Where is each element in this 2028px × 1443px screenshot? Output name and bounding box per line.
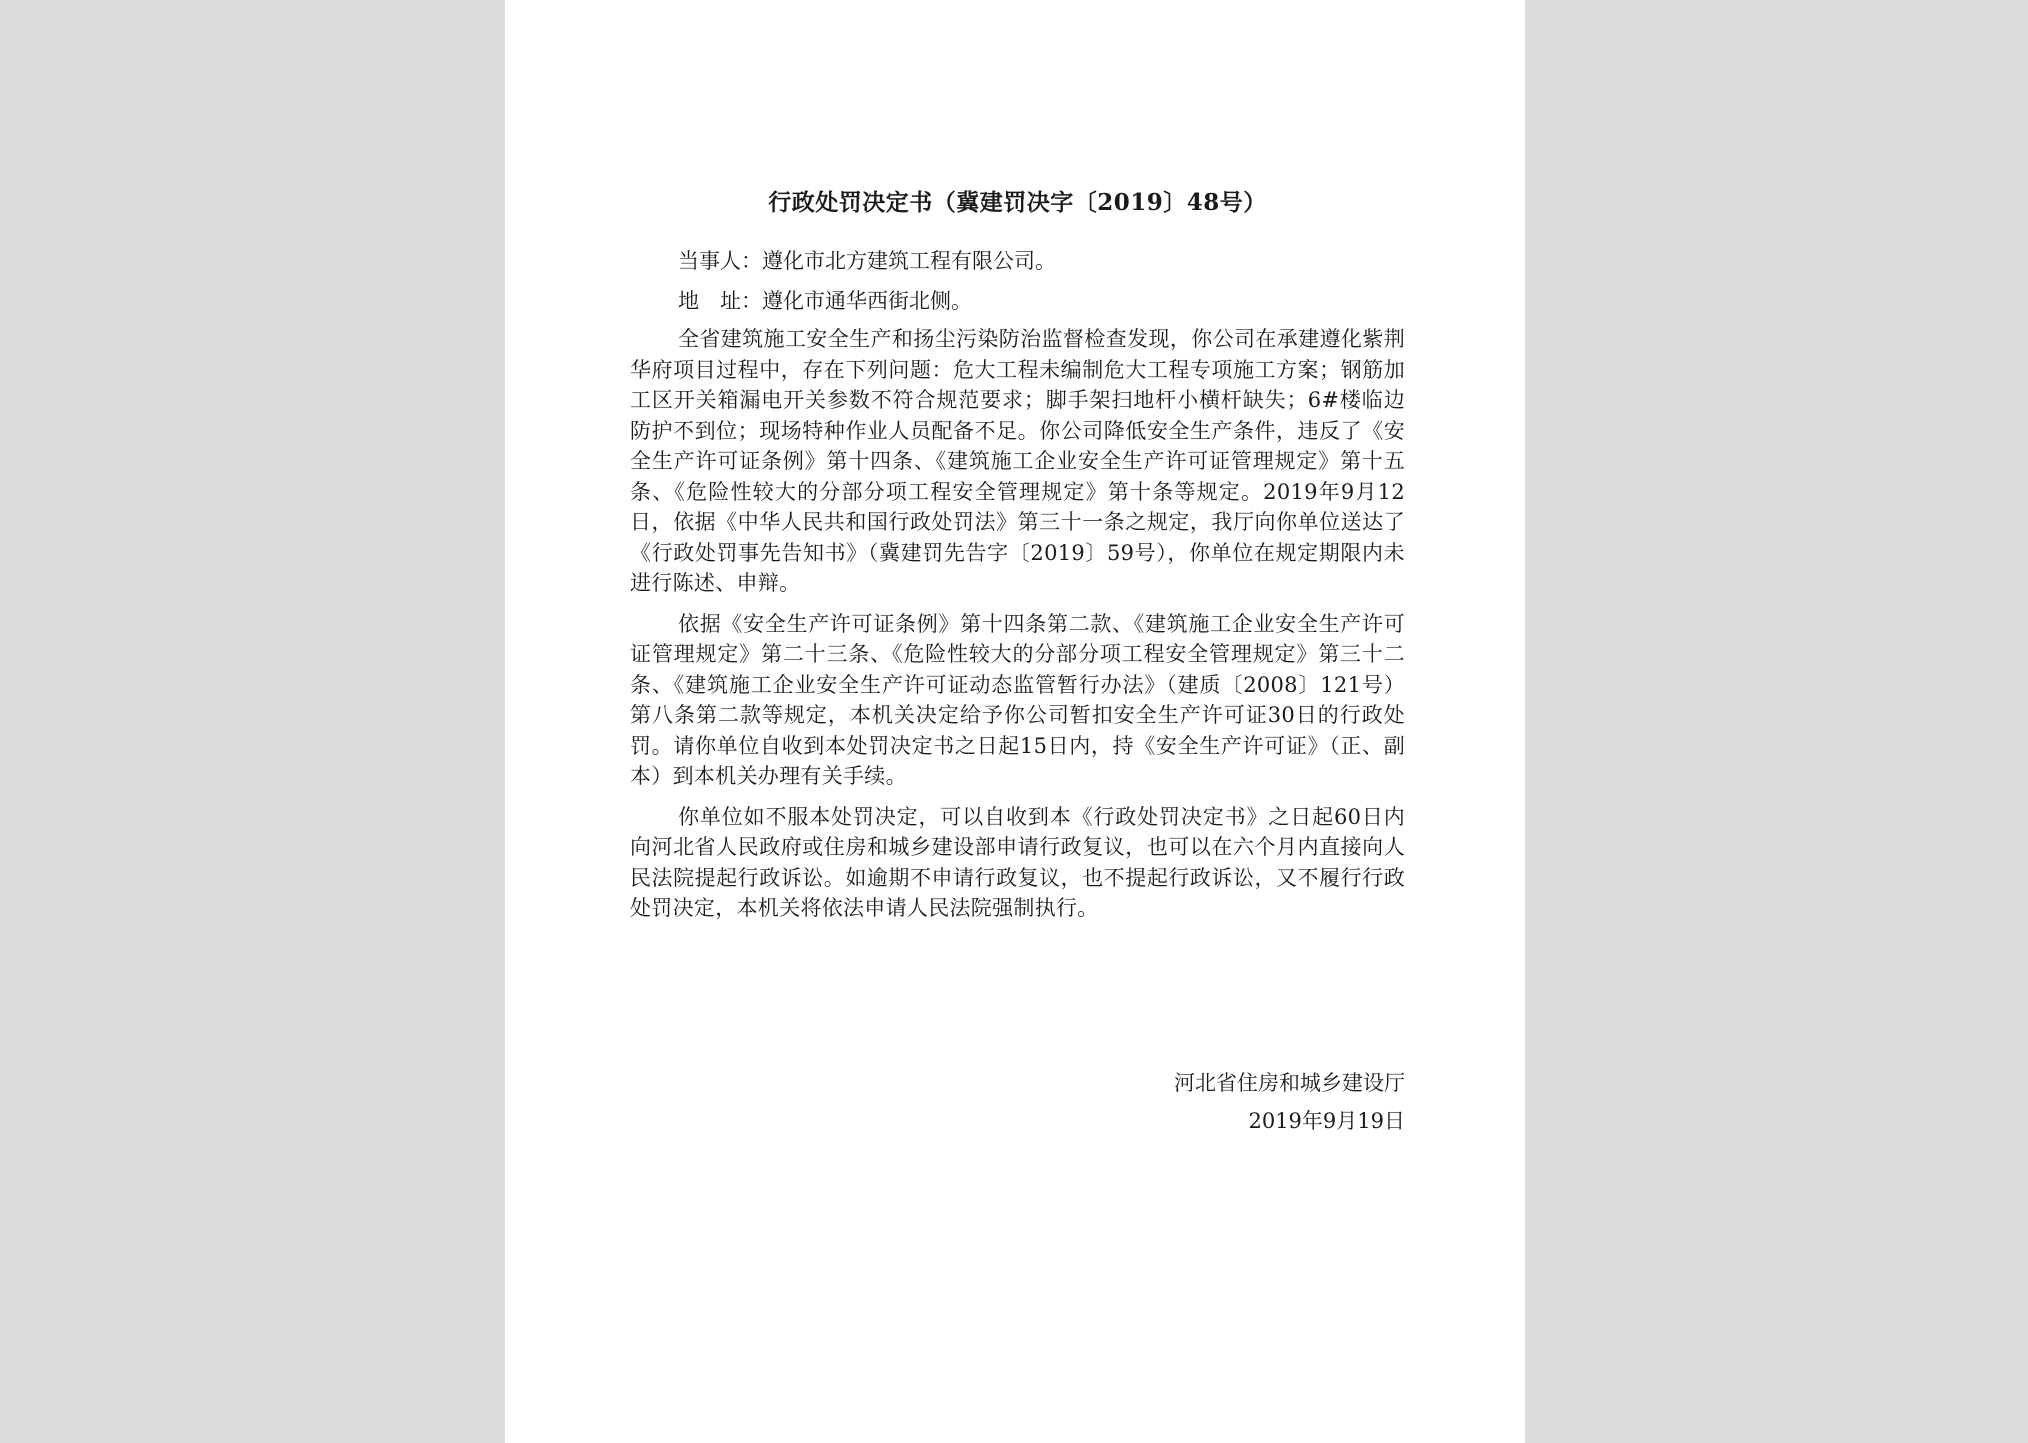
address-label-b: 址： <box>720 289 762 313</box>
party-line <box>630 244 1405 278</box>
paragraph-appeal: 你单位如不服本处罚决定，可以自收到本《行政处罚决定书》之日起60日内向河北省人民政府或住房和城乡建设部申请行政复议，也可以在六个月内直接向人民法院提起行政诉讼。如逾期不申请行政复议，也不提起行政诉讼，又不履行行政处罚决定，本机关将依法申请人民法院强制执行。 <box>630 804 1405 920</box>
address-line <box>630 284 1405 318</box>
signature-organization: 河北省住房和城乡建设厅 <box>1174 1071 1405 1095</box>
address-label-a: 地 <box>678 289 699 313</box>
document-content <box>630 186 1405 1133</box>
address-label <box>678 284 762 318</box>
document-title: 行政处罚决定书（冀建罚决字〔2019〕48号） <box>768 189 1267 216</box>
paragraph-findings: 全省建筑施工安全生产和扬尘污染防治监督检查发现，你公司在承建遵化紫荆华府项目过程中，存在下列问题：危大工程未编制危大工程专项施工方案；钢筋加工区开关箱漏电开关参数不符合规范要求；脚手架扫地杆小横杆缺失；6#楼临边防护不到位；现场特种作业人员配备不足。你公司降低安全生产条件，违反了《安全生产许可证条例》第十四条、《建筑施工企业安全生产许可证管理规定》第十五条、《危险性较大的分部分项工程安全管理规定》第十条等规定。2019年9月12日，依据《中华人民共和国行政处罚法》第三十一条之规定，我厅向你单位送达了《行政处罚事先告知书》（冀建罚先告字〔2019〕59号），你单位在规定期限内未进行陈述、申辩。 <box>630 327 1405 595</box>
party-label: 当事人： <box>678 249 762 273</box>
address-value: 遵化市通华西街北侧。 <box>762 289 972 313</box>
paragraph-decision: 依据《安全生产许可证条例》第十四条第二款、《建筑施工企业安全生产许可证管理规定》第二十三条、《危险性较大的分部分项工程安全管理规定》第三十二条、《建筑施工企业安全生产许可证动态监管暂行办法》（建质〔2008〕121号）第八条第二款等规定，本机关决定给予你公司暂扣安全生产许可证30日的行政处罚。请你单位自收到本处罚决定书之日起15日内，持《安全生产许可证》（正、副本）到本机关办理有关手续。 <box>630 611 1405 788</box>
party-value: 遵化市北方建筑工程有限公司。 <box>762 249 1056 273</box>
signature-date: 2019年9月19日 <box>1248 1109 1405 1133</box>
document-page <box>505 0 1525 1443</box>
